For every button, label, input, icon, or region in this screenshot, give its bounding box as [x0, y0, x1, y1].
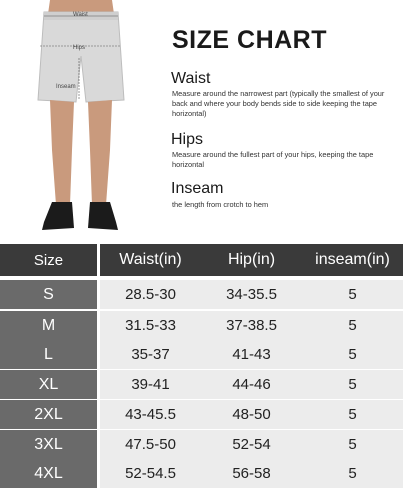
size-cell: 3XL [0, 430, 97, 459]
row-values [100, 311, 403, 340]
table-row [0, 280, 403, 309]
hip-cell: 44-46 [232, 376, 271, 393]
inseam-cell: 5 [348, 436, 357, 453]
row-values [100, 280, 403, 309]
hips-description: Measure around the fullest part of your hips, keeping the tape horizontal [172, 150, 374, 169]
hip-cell: 52-54 [232, 436, 271, 453]
hips-heading: Hips [171, 131, 204, 148]
table-row [0, 370, 403, 399]
hip-cell: 56-58 [232, 465, 271, 482]
waist-cell: 39-41 [131, 376, 170, 393]
header-inseam: inseam(in) [315, 251, 390, 268]
table-row [0, 459, 403, 488]
waist-heading: Waist [171, 70, 211, 87]
header-hip: Hip(in) [227, 251, 276, 268]
table-row [0, 340, 403, 369]
size-cell: XL [0, 370, 97, 399]
model-illustration [0, 0, 160, 240]
row-values [100, 400, 403, 429]
inseam-cell: 5 [348, 346, 357, 363]
inseam-heading: Inseam [171, 180, 224, 197]
waist-cell: 31.5-33 [125, 317, 176, 334]
header-measurements [100, 244, 403, 276]
table-header-row [0, 244, 403, 276]
inseam-cell: 5 [348, 406, 357, 423]
waist-cell: 35-37 [131, 346, 170, 363]
waist-description: Measure around the narrowest part (typically the smallest of your back and where your body bends side to side keeping the tape horizontal) [172, 89, 385, 118]
row-values [100, 459, 403, 488]
table-row [0, 400, 403, 429]
header-size: Size [0, 244, 97, 276]
hip-cell: 37-38.5 [226, 317, 277, 334]
model-label-hips: Hips [73, 45, 86, 51]
size-cell: S [0, 280, 97, 309]
row-values [100, 340, 403, 369]
model-label-waist: Waist [73, 12, 88, 18]
waist-cell: 43-45.5 [125, 406, 176, 423]
size-cell: M [0, 311, 97, 340]
hip-cell: 41-43 [232, 346, 271, 363]
waist-cell: 28.5-30 [125, 286, 176, 303]
page-title: SIZE CHART [172, 26, 327, 54]
inseam-cell: 5 [348, 317, 357, 334]
shorts-model-image [0, 0, 160, 240]
row-values [100, 370, 403, 399]
table-row [0, 430, 403, 459]
header-waist: Waist(in) [119, 251, 182, 268]
size-cell: 2XL [0, 400, 97, 429]
waist-cell: 47.5-50 [125, 436, 176, 453]
inseam-cell: 5 [348, 376, 357, 393]
inseam-description: the length from crotch to hem [172, 200, 269, 209]
table-row [0, 311, 403, 340]
inseam-cell: 5 [348, 286, 357, 303]
hip-cell: 34-35.5 [226, 286, 277, 303]
size-cell: 4XL [0, 459, 97, 488]
inseam-cell: 5 [348, 465, 357, 482]
row-values [100, 430, 403, 459]
model-label-inseam: Inseam [56, 84, 76, 90]
hip-cell: 48-50 [232, 406, 271, 423]
size-cell: L [0, 340, 97, 369]
waist-cell: 52-54.5 [125, 465, 176, 482]
